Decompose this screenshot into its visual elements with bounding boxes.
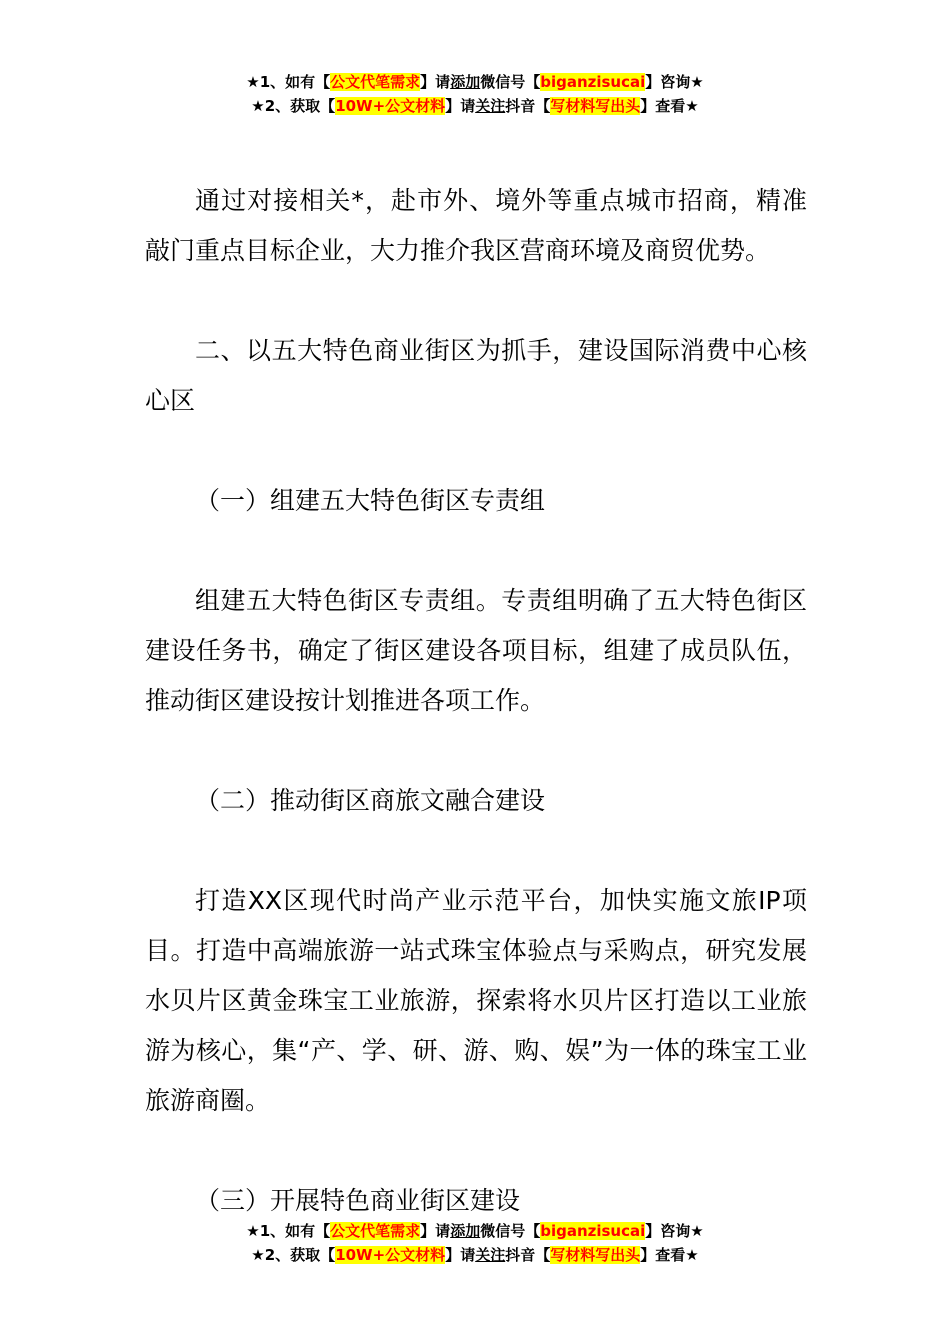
banner-highlight: 10W+公文材料	[335, 97, 446, 115]
document-body	[145, 176, 807, 1226]
subsection-heading: （二）推动街区商旅文融合建设	[195, 786, 546, 815]
banner-line-1: ★1、如有【公文代笔需求】请添加微信号【biganzisucai】咨询★	[246, 73, 704, 91]
banner-line-2: ★2、获取【10W+公文材料】请关注抖音【写材料写出头】查看★	[251, 97, 699, 115]
banner-highlight: 写材料写出头	[550, 97, 641, 115]
banner-highlight: 公文代笔需求	[330, 1222, 421, 1240]
subsection-heading: （一）组建五大特色街区专责组	[195, 486, 546, 515]
banner-highlight: 公文代笔需求	[330, 73, 421, 91]
section-heading: 二、以五大特色商业街区为抓手，建设国际消费中心核心区	[145, 336, 807, 415]
paragraph: 通过对接相关*，赴市外、境外等重点城市招商，精准敲门重点目标企业，大力推介我区营商环境及商贸优势。	[145, 186, 807, 265]
banner-highlight: biganzisucai	[540, 73, 646, 91]
top-banner	[0, 70, 950, 118]
banner-highlight: 10W+公文材料	[335, 1246, 446, 1264]
banner-highlight: 写材料写出头	[550, 1246, 641, 1264]
subsection-heading: （三）开展特色商业街区建设	[195, 1186, 521, 1215]
banner-line-2: ★2、获取【10W+公文材料】请关注抖音【写材料写出头】查看★	[251, 1246, 699, 1264]
bottom-banner	[0, 1219, 950, 1267]
paragraph: 打造XX区现代时尚产业示范平台，加快实施文旅IP项目。打造中高端旅游一站式珠宝体验点与采购点，研究发展水贝片区黄金珠宝工业旅游，探索将水贝片区打造以工业旅游为核心，集“产、学、研、游、购、娱”为一体的珠宝工业旅游商圈。	[145, 886, 807, 1115]
paragraph: 组建五大特色街区专责组。专责组明确了五大特色街区建设任务书，确定了街区建设各项目标，组建了成员队伍，推动街区建设按计划推进各项工作。	[145, 586, 807, 715]
banner-line-1: ★1、如有【公文代笔需求】请添加微信号【biganzisucai】咨询★	[246, 1222, 704, 1240]
banner-highlight: biganzisucai	[540, 1222, 646, 1240]
